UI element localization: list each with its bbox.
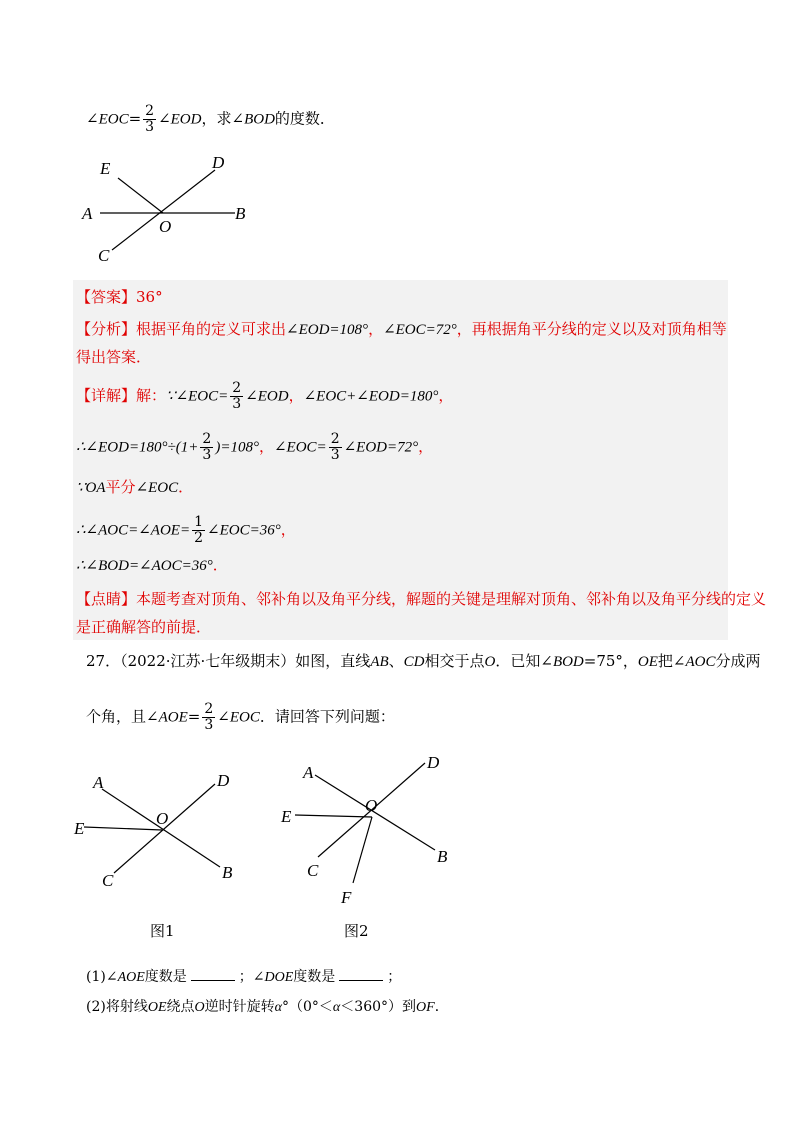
sub2-c: 逆时针旋转 xyxy=(204,999,275,1015)
q27-text-c: ．已知∠ xyxy=(495,652,553,670)
sub2-alpha: α xyxy=(274,1000,282,1015)
q27-text-a: 27．（2022·江苏·七年级期末）如图，直线 xyxy=(86,652,371,670)
detail-line-2 xyxy=(76,432,433,463)
q27-ab: AB xyxy=(370,654,389,670)
q27-line2-b: ．请回答下列问题： xyxy=(259,707,395,726)
detail-d3-b: 平分 xyxy=(105,478,136,496)
analysis-text-e: ，再根据角平分线的定义以及对顶角相等 xyxy=(456,320,727,338)
analysis-text-2: 得出答案． xyxy=(76,348,152,366)
label-c-fig2: C xyxy=(307,861,319,880)
detail-d2-d: ∠EOC= xyxy=(273,439,327,456)
ray-oe-fig1 xyxy=(84,827,162,830)
q27-aoe: ∠AOE xyxy=(146,709,188,726)
denominator: 3 xyxy=(330,447,340,463)
answer-tag: 【答案】 xyxy=(76,288,137,306)
detail-d4-b: ∠EOC=36° xyxy=(207,522,281,539)
label-c: C xyxy=(98,246,110,265)
detail-d1-c: ∠EOD xyxy=(245,388,289,405)
detail-line-4 xyxy=(76,515,296,546)
sub1-d: 度数是 xyxy=(293,969,336,985)
q27-sep: 、 xyxy=(388,652,404,670)
fraction-d4 xyxy=(192,515,205,546)
label-d-fig2: D xyxy=(427,753,440,772)
detail-d1-e: ∠EOC+∠EOD=180° xyxy=(303,388,439,405)
q27-cd: CD xyxy=(403,654,425,670)
denominator: 2 xyxy=(194,530,204,546)
label-d-fig1: D xyxy=(217,771,230,790)
sub1-c: ；∠ xyxy=(238,969,265,985)
q27-o: O xyxy=(484,654,496,670)
answer-value: 36° xyxy=(136,288,163,306)
sub1-aoe: AOE xyxy=(117,970,145,985)
equals: = xyxy=(128,109,142,128)
numerator: 2 xyxy=(204,701,214,717)
label-d: D xyxy=(212,153,225,172)
q27-oe: OE xyxy=(637,654,658,670)
sub1-b: 度数是 xyxy=(144,969,187,985)
detail-line-1 xyxy=(76,381,453,412)
angle-eod: ∠EOD xyxy=(158,111,202,128)
detail-solve: 解： xyxy=(136,386,167,405)
label-a-fig1: A xyxy=(93,773,104,792)
question-tail-line xyxy=(86,104,335,135)
fraction-d2b xyxy=(329,432,342,463)
label-o-fig2: O xyxy=(365,796,378,815)
q27-text-d: =75°， xyxy=(583,652,638,670)
sub2-e: ＜360°）到 xyxy=(340,999,417,1015)
detail-d3-c: ∠EOC xyxy=(135,480,179,496)
label-f-fig2: F xyxy=(341,888,352,907)
comment-line-1 xyxy=(76,588,766,610)
label-b-fig2: B xyxy=(437,847,448,866)
sub2-b: 绕点 xyxy=(166,999,195,1015)
denominator: 3 xyxy=(145,119,155,135)
q27-line2-a: 个角，且 xyxy=(86,707,147,726)
comment-tag: 【点睛】 xyxy=(76,590,137,608)
fraction-d2 xyxy=(200,432,213,463)
q27-text-b: 相交于点 xyxy=(424,652,485,670)
numerator: 2 xyxy=(330,431,340,447)
detail-d5-a: ∴∠BOD=∠AOC=36° xyxy=(76,558,213,574)
q27-text-e: 把∠ xyxy=(657,652,686,670)
answer-blank-aoe[interactable] xyxy=(191,966,235,981)
label-c-fig1: C xyxy=(102,871,114,890)
label-e: E xyxy=(100,159,111,178)
sub2-oe: OE xyxy=(147,1000,167,1015)
ray-of-fig2 xyxy=(353,817,372,883)
detail-d3-a: ∵OA xyxy=(76,480,106,496)
sub2-o: O xyxy=(194,1000,205,1015)
fraction-q27 xyxy=(202,702,215,733)
angle-eoc: ∠EOC xyxy=(86,111,129,128)
sub2-a: (2)将射线 xyxy=(86,999,148,1015)
label-a: A xyxy=(82,204,93,223)
sub-question-1 xyxy=(86,966,401,989)
label-a-fig2: A xyxy=(303,763,314,782)
answer-blank-doe[interactable] xyxy=(339,966,383,981)
ray-oe xyxy=(118,178,163,213)
detail-d4-a: ∴∠AOC=∠AOE= xyxy=(76,522,191,539)
analysis-eod: ∠EOD=108° xyxy=(286,322,369,338)
q27-text-f: 分成两 xyxy=(715,652,761,670)
comment-text-2: 是正确解答的前提． xyxy=(76,618,212,636)
analysis-eoc: ∠EOC=72° xyxy=(383,322,457,338)
figure-2 xyxy=(275,750,465,910)
detail-d1-f: ， xyxy=(438,386,454,405)
sub2-d: °（0°＜ xyxy=(282,999,333,1015)
detail-line-5 xyxy=(76,554,228,577)
numerator: 1 xyxy=(194,514,204,530)
comment-text-1: 本题考查对顶角、邻补角以及角平分线，解题的关键是理解对顶角、邻补角以及角平分线的定义 xyxy=(136,590,767,608)
detail-d4-c: ， xyxy=(280,520,296,539)
q27-bod: BOD xyxy=(552,654,584,670)
detail-d3-d: ． xyxy=(178,478,194,496)
sub1-e: ； xyxy=(387,969,402,985)
detail-tag: 【详解】 xyxy=(76,386,137,405)
numerator: 2 xyxy=(145,103,155,119)
sub1-a: (1)∠ xyxy=(86,969,118,985)
detail-d2-c: ， xyxy=(258,437,274,456)
detail-d2-a: ∴∠EOD=180°÷(1+ xyxy=(76,439,199,456)
numerator: 2 xyxy=(202,431,212,447)
sub2-of: OF xyxy=(416,1000,435,1015)
detail-d2-e: ∠EOD=72° xyxy=(343,439,419,456)
detail-d1-b: ∵∠EOC= xyxy=(166,388,229,405)
q27-eq: = xyxy=(187,707,201,726)
label-b: B xyxy=(235,204,246,223)
figure-top xyxy=(75,148,275,268)
line-cd xyxy=(112,170,215,250)
analysis-text-a: 根据平角的定义可求出 xyxy=(136,320,287,338)
figure-1 xyxy=(70,760,250,895)
denominator: 3 xyxy=(204,717,214,733)
denominator: 3 xyxy=(232,396,242,412)
ask-end-text: 的度数． xyxy=(274,109,335,128)
q27-eoc: ∠EOC xyxy=(217,709,260,726)
label-e-fig1: E xyxy=(74,819,85,838)
fraction-d1 xyxy=(230,381,243,412)
fraction-two-thirds xyxy=(143,104,156,135)
analysis-line-1 xyxy=(76,318,727,341)
sub1-doe: DOE xyxy=(264,970,294,985)
q27-line-1 xyxy=(86,650,761,673)
answer-line xyxy=(76,286,163,308)
analysis-tag: 【分析】 xyxy=(76,320,137,338)
detail-d2-b: )=108° xyxy=(215,439,259,456)
label-b-fig1: B xyxy=(222,863,233,882)
detail-d5-b: ． xyxy=(212,556,228,574)
angle-bod: ∠BOD xyxy=(231,111,275,128)
sub-question-2 xyxy=(86,996,449,1019)
ask-text: ，求 xyxy=(201,109,232,128)
denominator: 3 xyxy=(202,447,212,463)
label-e-fig2: E xyxy=(281,807,292,826)
ray-oe-fig2 xyxy=(295,815,372,817)
sub2-f: ． xyxy=(434,999,449,1015)
detail-line-3 xyxy=(76,476,193,499)
figure-2-caption: 图2 xyxy=(344,922,369,940)
analysis-comma: ， xyxy=(368,320,384,338)
q27-line-2 xyxy=(86,702,395,733)
analysis-line-2 xyxy=(76,346,151,368)
sub2-alpha2: α xyxy=(332,1000,341,1015)
figure-1-caption: 图1 xyxy=(150,922,175,940)
comment-line-2 xyxy=(76,616,211,638)
label-o: O xyxy=(159,217,172,236)
q27-aoc: AOC xyxy=(685,654,716,670)
detail-d1-d: ， xyxy=(288,386,304,405)
label-o-fig1: O xyxy=(156,809,169,828)
detail-d2-f: ， xyxy=(418,437,434,456)
numerator: 2 xyxy=(232,380,242,396)
